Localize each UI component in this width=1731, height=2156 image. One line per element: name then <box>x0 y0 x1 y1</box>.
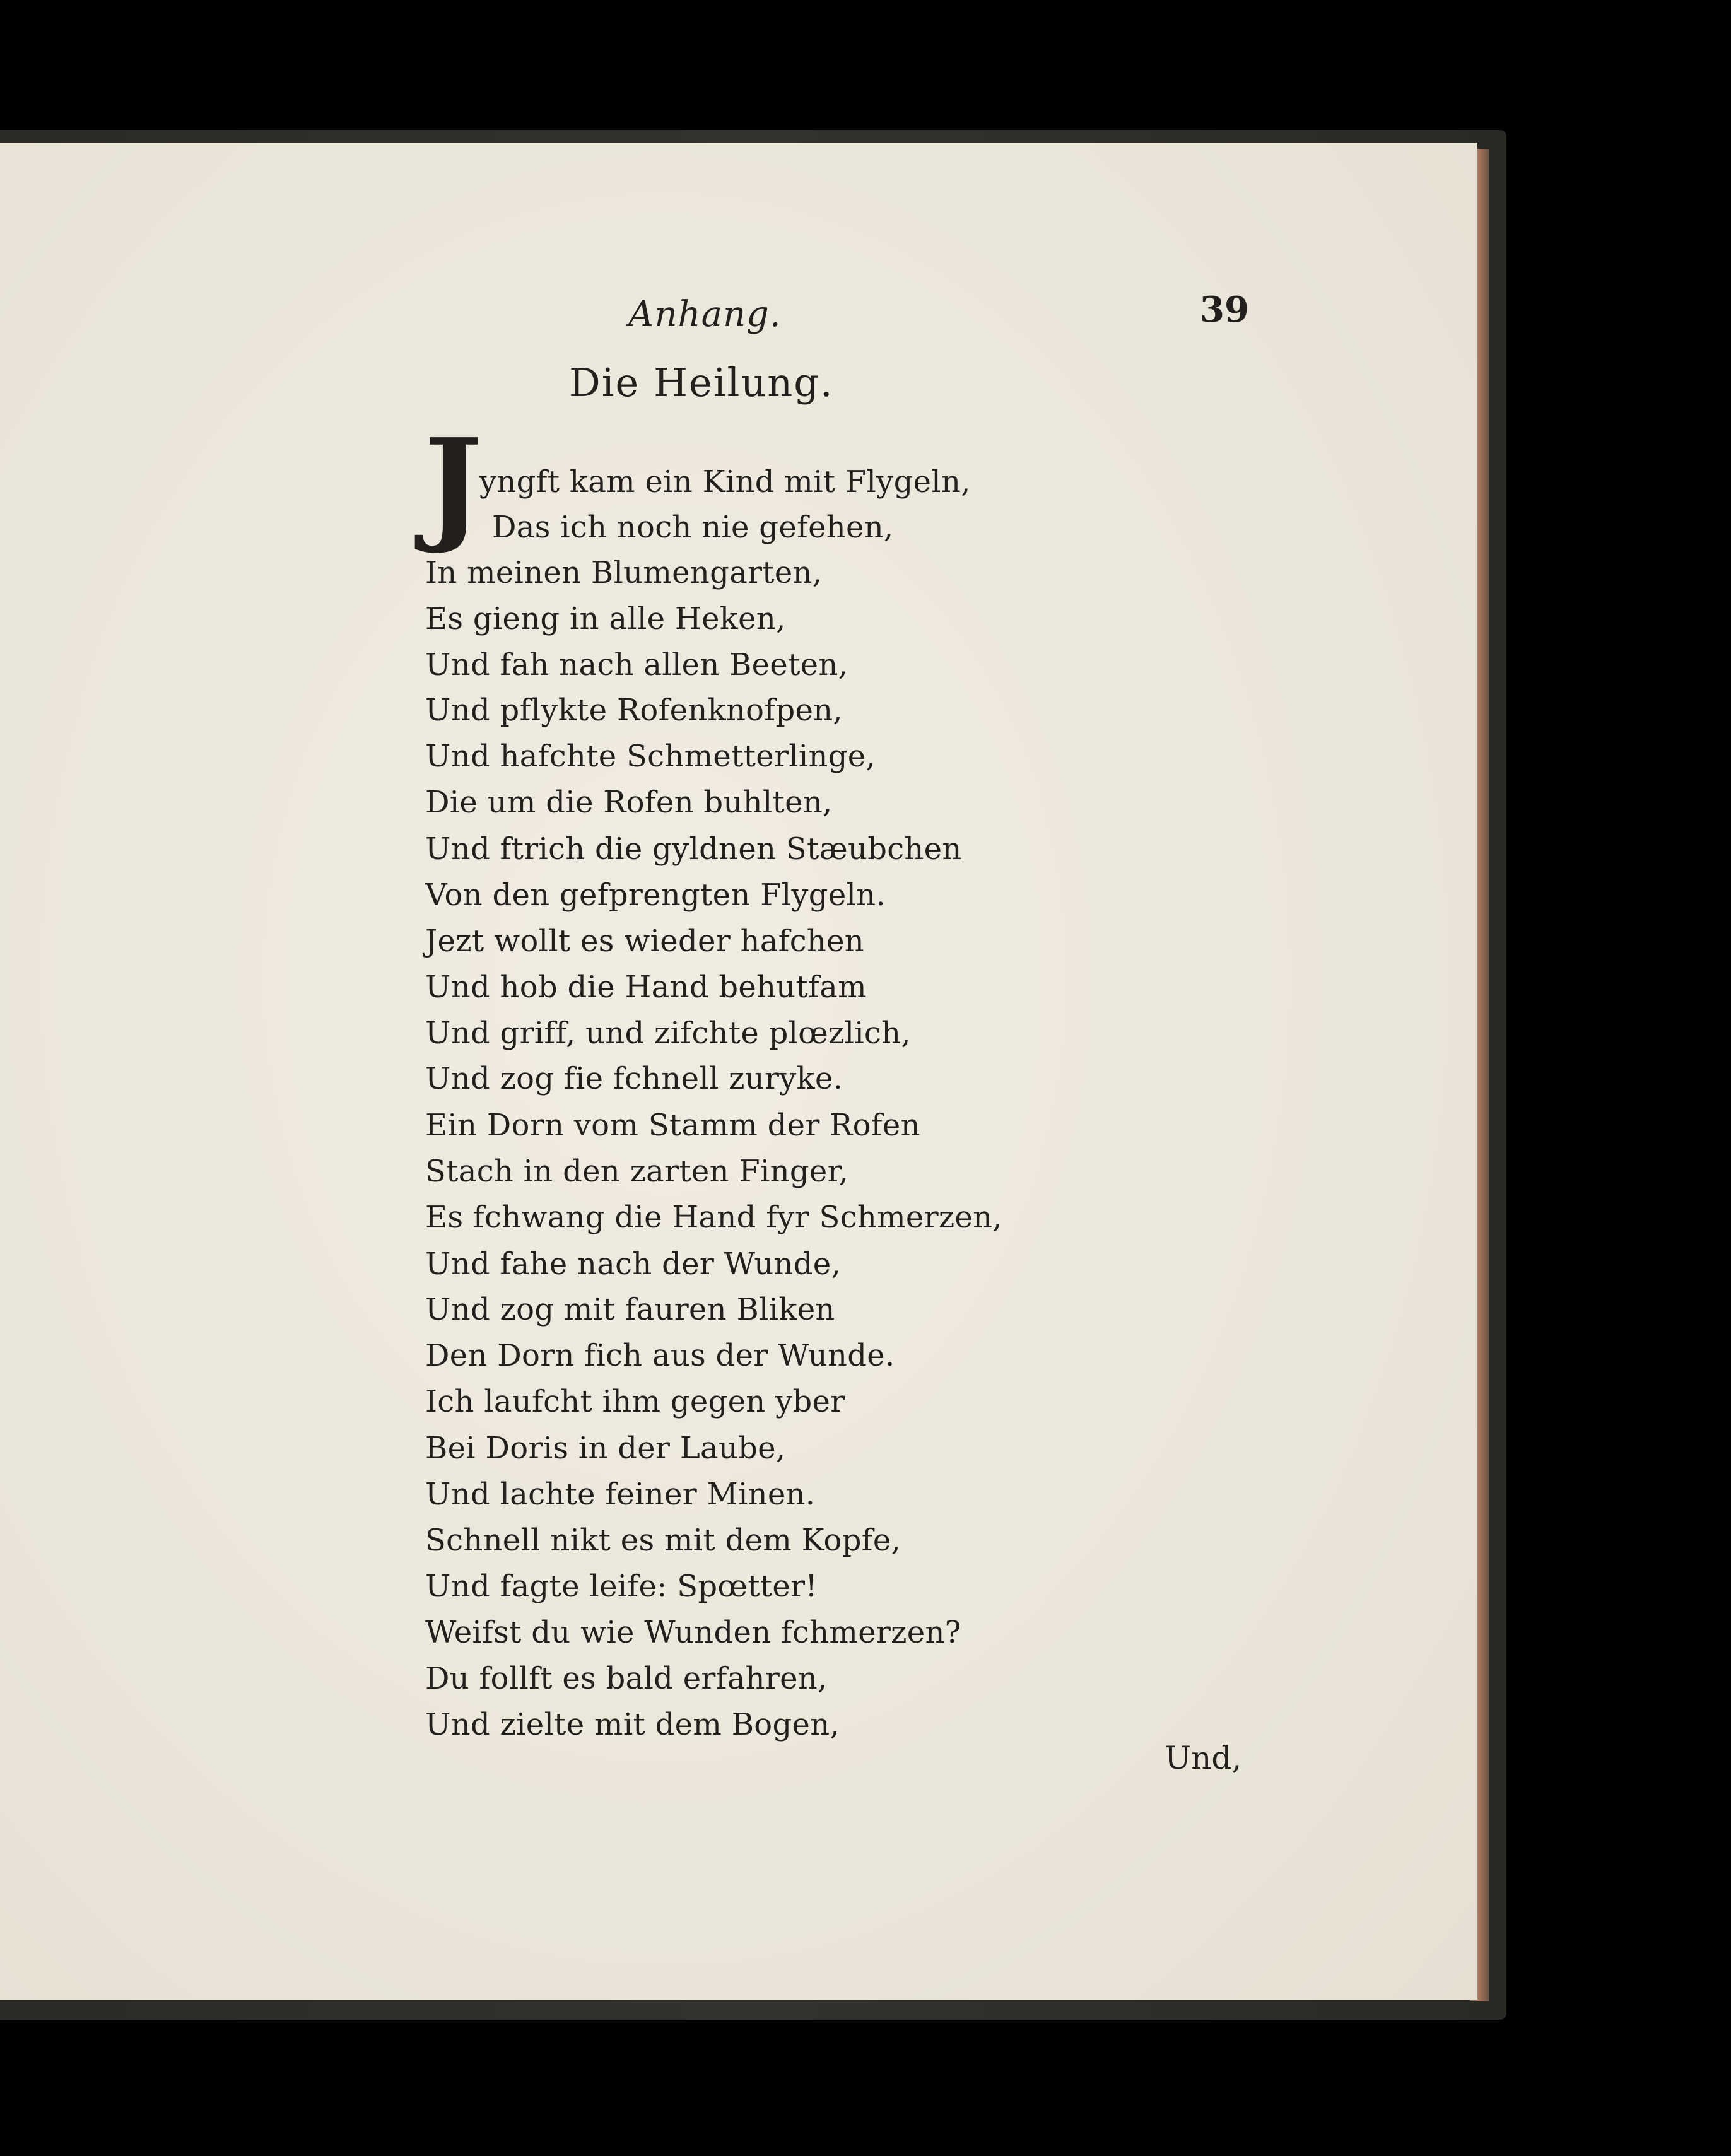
poem-line: Und fahe nach der Wunde, <box>425 1246 842 1282</box>
book-page <box>0 143 1477 2000</box>
poem-line: Du follft es bald erfahren, <box>425 1661 828 1696</box>
poem-line: Und zog fie fchnell zuryke. <box>425 1061 843 1096</box>
poem-line: Und pflykte Rofenknofpen, <box>425 693 843 728</box>
drop-cap: J <box>424 412 483 557</box>
poem-line: Bei Doris in der Laube, <box>425 1431 786 1466</box>
poem-line: Es gieng in alle Heken, <box>425 601 786 636</box>
catchword: Und, <box>1165 1740 1242 1776</box>
poem-line: Ein Dorn vom Stamm der Rofen <box>425 1108 920 1143</box>
poem-line: Und lachte feiner Minen. <box>425 1477 816 1512</box>
poem-line: Jezt wollt es wieder hafchen <box>425 923 865 959</box>
poem-line: Und zog mit fauren Bliken <box>425 1292 835 1327</box>
poem-line: Stach in den zarten Finger, <box>425 1154 849 1189</box>
poem-line: Ich laufcht ihm gegen yber <box>425 1384 845 1419</box>
poem-line: Und hafchte Schmetterlinge, <box>425 739 876 774</box>
poem-line: Und fah nach allen Beeten, <box>425 647 848 683</box>
poem-title: Die Heilung. <box>569 360 834 406</box>
poem-line: Schnell nikt es mit dem Kopfe, <box>425 1523 901 1558</box>
poem-line: Weifst du wie Wunden fchmerzen? <box>425 1615 961 1650</box>
poem-line: Den Dorn fich aus der Wunde. <box>425 1338 895 1373</box>
poem-line: Das ich noch nie gefehen, <box>492 510 894 545</box>
poem-line: Von den gefprengten Flygeln. <box>425 877 886 913</box>
poem-line: Und griff, und zifchte plœzlich, <box>425 1016 911 1051</box>
running-head: Anhang. <box>628 294 782 335</box>
poem-line: Die um die Rofen buhlten, <box>425 785 833 820</box>
poem-line: Und ftrich die gyldnen Stæubchen <box>425 831 962 867</box>
poem-line: yngft kam ein Kind mit Flygeln, <box>479 464 971 500</box>
poem-line: Und zielte mit dem Bogen, <box>425 1707 840 1742</box>
poem-line: Und hob die Hand behutfam <box>425 970 867 1005</box>
poem-line: Und fagte leife: Spœtter! <box>425 1569 818 1604</box>
poem-line: In meinen Blumengarten, <box>425 555 823 590</box>
poem-line: Es fchwang die Hand fyr Schmerzen, <box>425 1200 1002 1235</box>
page-number: 39 <box>1200 289 1249 331</box>
